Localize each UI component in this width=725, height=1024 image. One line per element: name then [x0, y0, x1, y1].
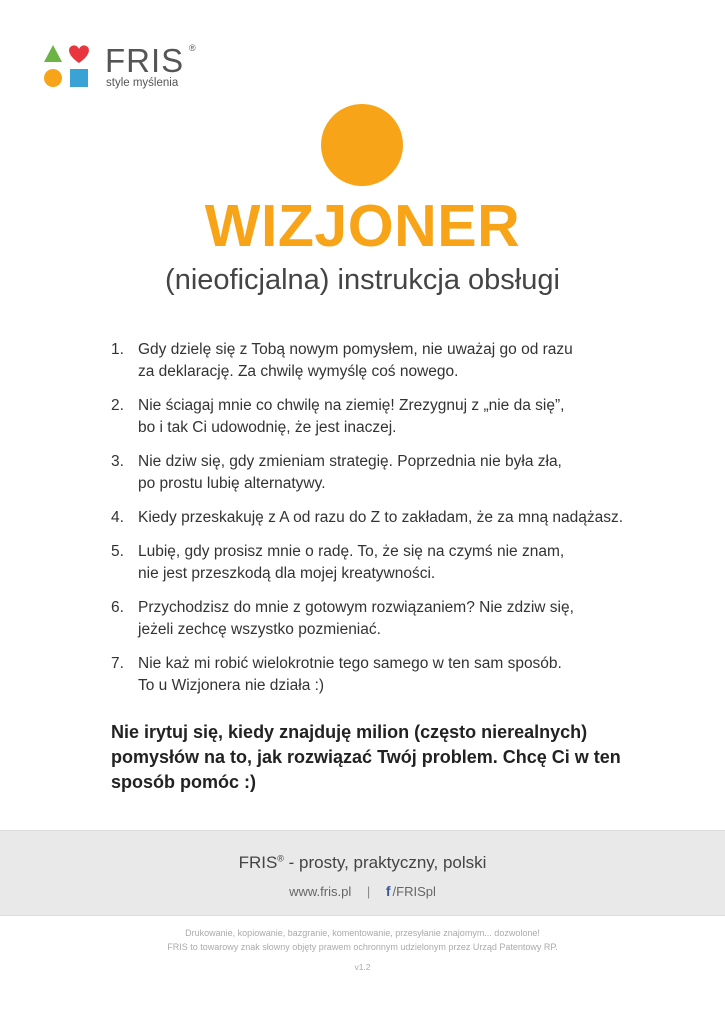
footer-band	[0, 830, 725, 916]
list-item-line: jeżeli zechcę wszystko pozmieniać.	[138, 621, 381, 638]
list-item-number: 1.	[111, 341, 124, 358]
logo-registered-mark: ®	[189, 43, 196, 53]
orange-circle-icon	[321, 104, 403, 186]
list-item	[111, 507, 671, 529]
circle-icon	[44, 69, 62, 87]
footer-slogan-text: - prosty, praktyczny, polski	[283, 853, 487, 872]
list-item-line: To u Wizjonera nie działa :)	[138, 677, 325, 694]
list-item-line: po prostu lubię alternatywy.	[138, 475, 326, 492]
legal-line: Drukowanie, kopiowanie, bazgranie, komentowanie, przesyłanie znajomym... dozwolone!	[185, 928, 540, 938]
legal-line: FRIS to towarowy znak słowny objęty prawem ochronnym udzielonym przez Urząd Patentowy RP.	[167, 942, 558, 952]
logo-shapes-icon	[43, 42, 91, 90]
list-item-line: Kiedy przeskakuję z A od razu do Z to zakładam, że za mną nadążasz.	[138, 509, 624, 526]
facebook-link[interactable]: /FRISpl	[392, 884, 436, 899]
legal-notice	[0, 926, 725, 954]
fris-logo	[43, 42, 213, 92]
list-item	[111, 597, 671, 641]
list-item-line: Nie ściagaj mnie co chwilę na ziemię! Zrezygnuj z „nie da się”,	[138, 397, 565, 414]
list-item	[111, 653, 671, 697]
version-label: v1.2	[354, 962, 371, 972]
logo-wordmark: FRIS	[105, 42, 185, 79]
page-subtitle: (nieoficjalna) instrukcja obsługi	[165, 264, 560, 296]
list-item-line: Gdy dzielę się z Tobą nowym pomysłem, nie uważaj go od razu	[138, 341, 573, 358]
triangle-icon	[44, 45, 62, 62]
list-item	[111, 451, 671, 495]
list-item-number: 7.	[111, 655, 124, 672]
website-link[interactable]: www.fris.pl	[289, 884, 352, 899]
list-item-line: bo i tak Ci udowodnię, że jest inaczej.	[138, 419, 397, 436]
list-item	[111, 541, 671, 585]
list-item-number: 2.	[111, 397, 124, 414]
list-item-number: 3.	[111, 453, 124, 470]
list-item-line: Lubię, gdy prosisz mnie o radę. To, że się na czymś nie znam,	[138, 543, 565, 560]
list-item-line: Przychodzisz do mnie z gotowym rozwiązaniem? Nie zdziw się,	[138, 599, 574, 616]
list-item-line: Nie każ mi robić wielokrotnie tego samego w ten sam sposób.	[138, 655, 562, 672]
list-item	[111, 395, 671, 439]
footer-brand: FRIS	[238, 853, 278, 872]
square-icon	[70, 69, 88, 87]
list-item-number: 5.	[111, 543, 124, 560]
list-item-number: 4.	[111, 509, 124, 526]
footer-separator: |	[366, 884, 371, 899]
closing-statement: Nie irytuj się, kiedy znajduję milion (często nierealnych) pomysłów na to, jak rozwiązać Twój problem. Chcę Ci w ten sposób pomóc :)	[111, 722, 621, 792]
page-title: WIZJONER	[204, 193, 521, 259]
logo-tagline: style myślenia	[106, 77, 179, 89]
facebook-icon: f	[385, 883, 391, 899]
list-item-line: nie jest przeszkodą dla mojej kreatywności.	[138, 565, 436, 582]
footer-registered-mark: ®	[277, 853, 284, 864]
instructions-list	[111, 339, 671, 709]
heart-icon	[69, 45, 89, 63]
list-item-line: Nie dziw się, gdy zmieniam strategię. Poprzednia nie była zła,	[138, 453, 562, 470]
list-item-number: 6.	[111, 599, 124, 616]
footer-slogan	[0, 853, 725, 873]
list-item-line: za deklarację. Za chwilę wymyślę coś nowego.	[138, 363, 459, 380]
list-item	[111, 339, 671, 383]
footer-links	[0, 883, 725, 899]
